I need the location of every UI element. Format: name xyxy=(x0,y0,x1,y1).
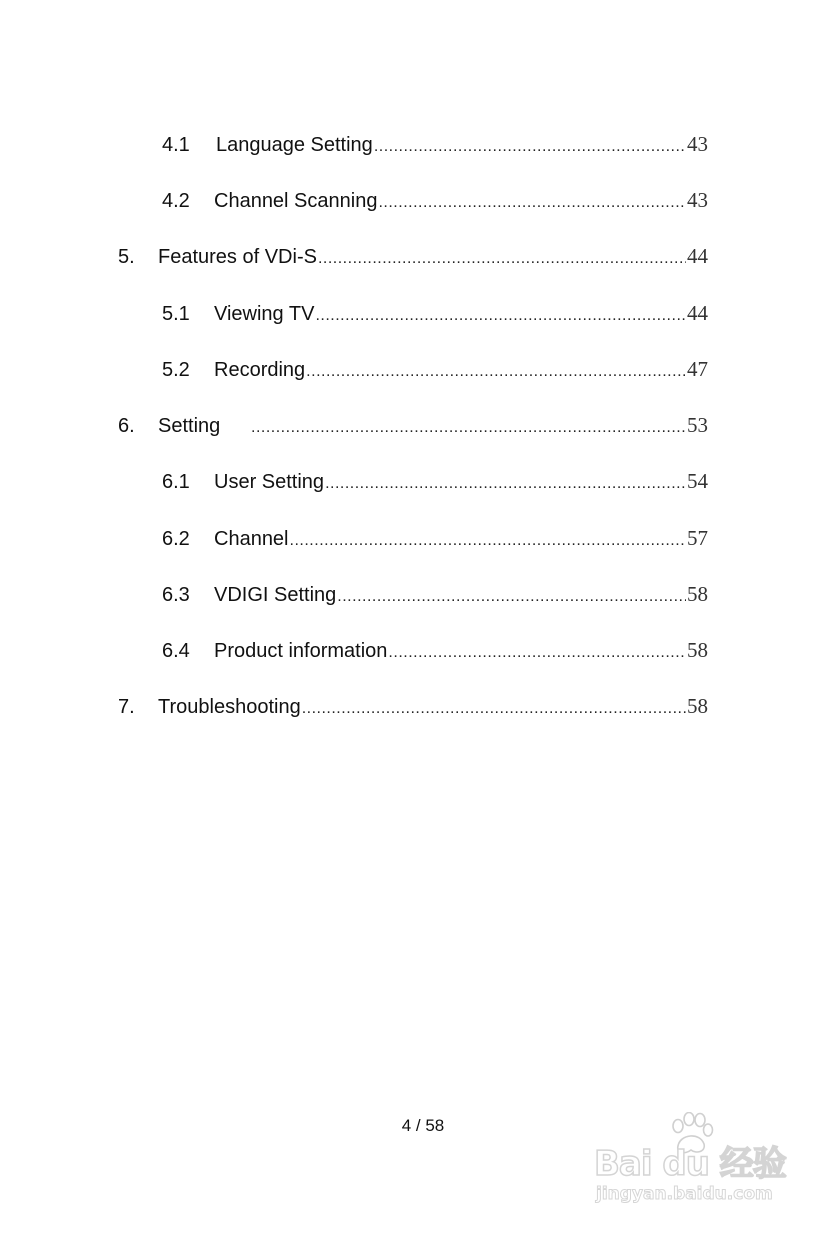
toc-number: 6.4 xyxy=(162,640,190,662)
toc-page-number: 44 xyxy=(687,244,708,268)
page-number: 4 / 58 xyxy=(401,1116,445,1135)
toc-title: User Setting xyxy=(214,471,325,493)
watermark-url: jingyan.baidu.com xyxy=(596,1184,773,1204)
toc-page-number: 57 xyxy=(687,526,708,550)
toc-page-number: 58 xyxy=(687,582,708,606)
toc-entry-6-3[interactable] xyxy=(162,582,708,608)
toc-entry-6-2[interactable] xyxy=(162,526,708,552)
toc-leader-dots xyxy=(306,363,686,381)
toc-number: 5. xyxy=(118,246,135,268)
toc-title: Channel xyxy=(214,528,289,550)
toc-number: 6.3 xyxy=(162,584,190,606)
toc-title: VDIGI Setting xyxy=(214,584,337,606)
toc-page-number: 43 xyxy=(687,132,708,156)
toc-title: Product information xyxy=(214,640,388,662)
toc-entry-7[interactable] xyxy=(118,694,708,720)
toc-entry-5-2[interactable] xyxy=(162,357,708,383)
toc-leader-dots xyxy=(374,138,686,156)
toc-leader-dots xyxy=(337,588,686,606)
toc-entry-5-1[interactable] xyxy=(162,301,708,327)
toc-title: Troubleshooting xyxy=(158,696,301,718)
toc-page-number: 54 xyxy=(687,469,708,493)
toc-entry-4-1[interactable] xyxy=(162,132,708,158)
toc-entry-6-4[interactable] xyxy=(162,638,708,664)
toc-page-number: 44 xyxy=(687,301,708,325)
toc-number: 6.1 xyxy=(162,471,190,493)
toc-entry-6-1[interactable] xyxy=(162,469,708,495)
toc-number: 5.2 xyxy=(162,359,190,381)
toc-leader-dots xyxy=(290,532,686,550)
toc-leader-dots xyxy=(388,644,686,662)
baidu-jingyan-watermark xyxy=(594,1112,794,1208)
toc-leader-dots xyxy=(318,250,686,268)
toc-page-number: 43 xyxy=(687,188,708,212)
toc-leader-dots xyxy=(302,700,686,718)
toc-leader-dots xyxy=(315,307,686,325)
toc-entry-4-2[interactable] xyxy=(162,188,708,214)
toc-number: 6.2 xyxy=(162,528,190,550)
toc-page-number: 58 xyxy=(687,638,708,662)
toc-number: 5.1 xyxy=(162,303,190,325)
toc-leader-dots xyxy=(251,419,686,437)
toc-page-number: 47 xyxy=(687,357,708,381)
toc-title: Features of VDi-S xyxy=(158,246,317,268)
toc-leader-dots xyxy=(325,475,686,493)
toc-title: Viewing TV xyxy=(214,303,315,325)
toc-number: 6. xyxy=(118,415,135,437)
toc-entry-6[interactable] xyxy=(118,413,708,439)
toc-number: 7. xyxy=(118,696,135,718)
baidu-logo-text: Bai du 经验 xyxy=(594,1144,786,1184)
toc-title: Setting xyxy=(158,415,221,437)
toc-number: 4.2 xyxy=(162,190,190,212)
toc-page-number: 53 xyxy=(687,413,708,437)
toc-number: 4.1 xyxy=(162,134,190,156)
toc-leader-dots xyxy=(378,194,686,212)
toc-title: Language Setting xyxy=(216,134,373,156)
toc-page-number: 58 xyxy=(687,694,708,718)
toc-title: Recording xyxy=(214,359,306,381)
toc-entry-5[interactable] xyxy=(118,244,708,270)
toc-title: Channel Scanning xyxy=(214,190,378,212)
